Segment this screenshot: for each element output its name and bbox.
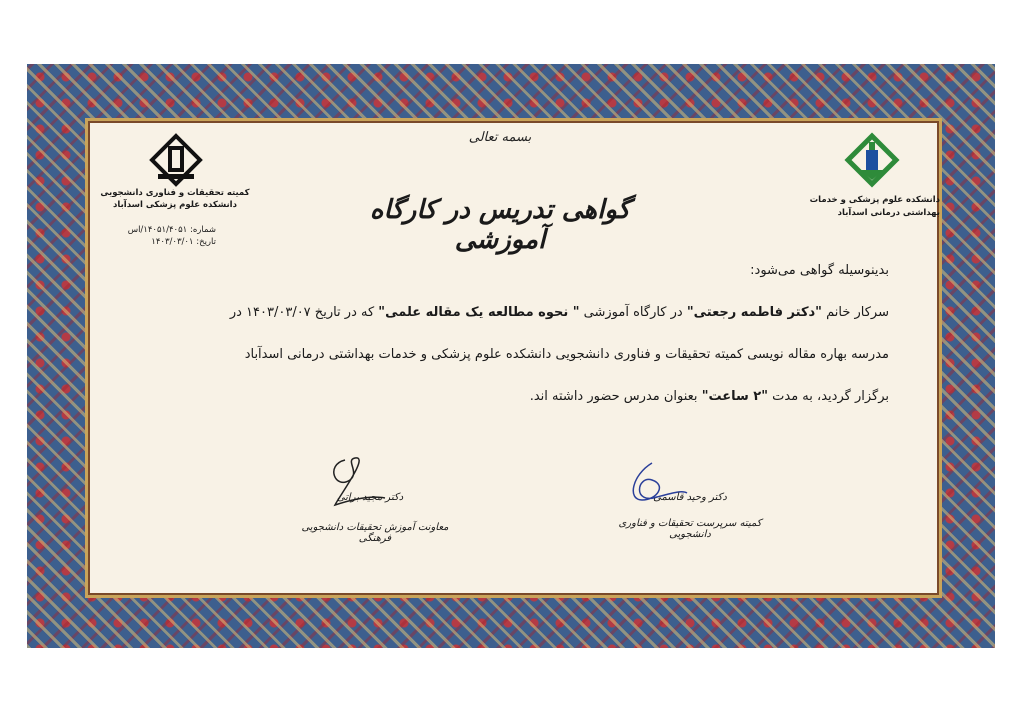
workshop-topic: " نحوه مطالعه یک مقاله علمی"	[378, 305, 580, 320]
invocation-text: بسمه تعالی	[468, 130, 532, 145]
body-line-1-a: سرکار خانم	[821, 305, 889, 320]
reference-date: تاریخ: ۱۴۰۳/۰۳/۰۱	[151, 237, 216, 247]
committee-name-line1: کمیته تحقیقات و فناوری دانشجویی	[100, 188, 250, 198]
committee-name-line2: دانشکده علوم پزشکی اسدآباد	[113, 200, 237, 210]
university-name-line1: دانشکده علوم پزشکی و خدمات	[809, 195, 940, 205]
greeting-line: بدینوسیله گواهی می‌شود:	[750, 263, 889, 278]
right-signer-name: دکتر وحید قاسمی	[653, 492, 727, 503]
committee-logo-icon	[146, 132, 206, 190]
right-signature-icon	[612, 455, 692, 515]
body-line-1	[129, 305, 889, 320]
university-name	[790, 194, 940, 220]
body-line-1-b: در کارگاه آموزشی	[579, 305, 687, 320]
body-line-1-c: که در تاریخ ۱۴۰۳/۰۳/۰۷ در	[229, 305, 379, 320]
certificate-title: گواهی تدریس در کارگاه آموزشی	[369, 195, 631, 255]
left-signer-name: دکتر مجید براتی	[336, 492, 404, 503]
university-logo-icon	[842, 132, 902, 190]
recipient-name: "دکتر فاطمه رجعتی"	[686, 305, 822, 320]
committee-name	[100, 187, 250, 211]
body-line-3-a: برگزار گردید، به مدت	[768, 389, 889, 404]
body-line-2: مدرسه بهاره مقاله نویسی کمیته تحقیقات و فناوری دانشجویی دانشکده علوم پزشکی و خدمات بهداشتی درمانی اسدآباد	[244, 347, 889, 362]
left-signer-title: معاونت آموزش تحقیقات دانشجویی فرهنگی	[301, 522, 449, 544]
reference-number: شماره: ۱۴۰۵۱/۴۰۵۱/اس	[127, 225, 216, 235]
reference-info	[116, 224, 216, 248]
body-line-3-b: بعنوان مدرس حضور داشته اند.	[529, 389, 702, 404]
right-signer-title: کمیته سرپرست تحقیقات و فناوری دانشجویی	[618, 518, 762, 540]
university-name-line2: بهداشتی درمانی اسدآباد	[837, 208, 940, 218]
body-line-3	[129, 389, 889, 404]
duration-hours: "۲ ساعت"	[701, 389, 769, 404]
